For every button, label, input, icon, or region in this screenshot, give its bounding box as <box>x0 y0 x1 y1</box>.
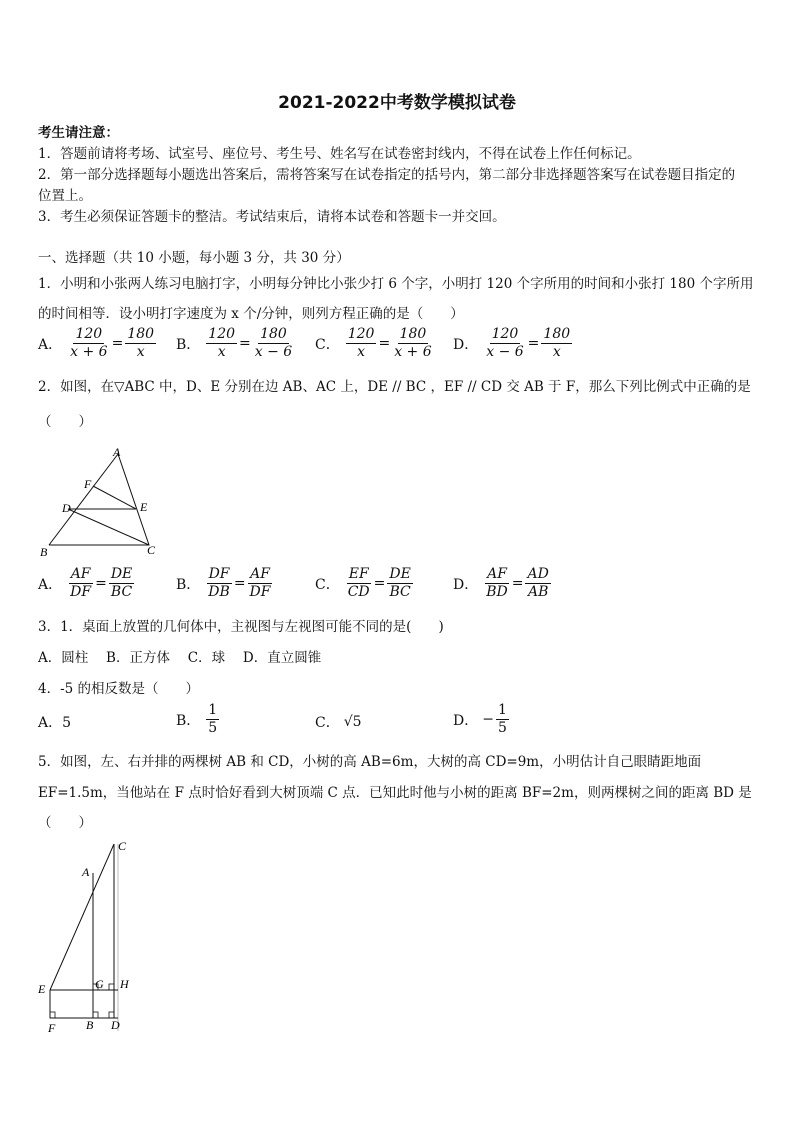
denominator: 5 <box>208 720 218 736</box>
numerator: 120 <box>208 326 236 342</box>
triangle-figure <box>36 442 166 562</box>
numerator: DE <box>389 566 411 582</box>
denominator: 5 <box>497 720 507 736</box>
label-f: F <box>84 477 92 491</box>
option-label: B． <box>176 576 201 593</box>
label-d: D <box>111 1018 120 1032</box>
notice-item: 位置上。 <box>38 188 92 204</box>
label-c: C <box>118 839 127 853</box>
numerator: 1 <box>497 702 507 718</box>
denominator: x − 6 <box>254 344 293 360</box>
option-label: D． <box>453 712 479 729</box>
numerator: 180 <box>260 326 287 342</box>
numerator: DF <box>208 566 230 582</box>
denominator: DF <box>70 584 92 600</box>
q4-option-b[interactable] <box>176 702 221 737</box>
numerator: 180 <box>399 326 427 342</box>
numerator: AD <box>527 566 549 582</box>
denominator: CD <box>347 584 370 600</box>
notice-item: 3．考生必须保证答题卡的整洁。考试结束后，请将本试卷和答题卡一并交回。 <box>38 209 506 225</box>
q1-text: 的时间相等．设小明打字速度为 x 个/分钟，则列方程正确的是（ ） <box>38 306 464 322</box>
notice-heading: 考生请注意： <box>38 125 119 141</box>
numerator: 1 <box>208 702 218 718</box>
label-c: C <box>147 543 156 557</box>
denominator: x <box>136 344 145 360</box>
section-heading: 一、选择题（共 10 小题，每小题 3 分，共 30 分） <box>38 250 350 266</box>
minus-sign: − <box>482 711 494 728</box>
denominator: BD <box>486 584 508 600</box>
page-title: 2021-2022中考数学模拟试卷 <box>278 93 516 113</box>
q4-option-a[interactable]: A．5 <box>38 715 72 731</box>
notice-item: 2．第一部分选择题每小题选出答案后，需将答案写在试卷指定的括号内，第二部分非选择题答案写在试卷题目指定的 <box>38 167 736 183</box>
q2-text: （ ） <box>38 414 92 430</box>
label-a: A <box>82 865 90 879</box>
option-label: B． <box>176 712 201 729</box>
q4-option-d[interactable] <box>453 702 511 737</box>
label-b: B <box>86 1018 94 1032</box>
denominator: x <box>552 344 561 360</box>
option-label: B． <box>176 336 201 353</box>
label-d: D <box>62 501 71 515</box>
trees-figure <box>34 836 144 1036</box>
label-a: A <box>113 445 121 459</box>
numerator: 180 <box>543 326 571 342</box>
numerator: EF <box>348 566 369 582</box>
q5-text: 5．如图，左、右并排的两棵树 AB 和 CD，小树的高 AB=6m，大树的高 CD=9m，小明估计自己眼睛距地面 <box>38 754 702 770</box>
denominator: DF <box>249 584 271 600</box>
numerator: 120 <box>347 326 375 342</box>
q2-option-a[interactable]: A． $\frac{AF}{DF}$ = $\frac{DE}{BC}$ <box>38 566 133 600</box>
option-label: C． <box>315 576 340 593</box>
denominator: x − 6 <box>486 344 524 360</box>
label-f: F <box>48 1021 56 1035</box>
label-b: B <box>40 545 48 559</box>
q2-option-b[interactable]: B． $\frac{DF}{DB}$ = $\frac{AF}{DF}$ <box>176 566 271 600</box>
denominator: AB <box>527 584 549 600</box>
q3-text: 3．1．桌面上放置的几何体中，主视图与左视图可能不同的是( ) <box>38 619 444 635</box>
q4-text: 4．-5 的相反数是（ ） <box>38 681 200 697</box>
label-h: H <box>120 977 129 991</box>
q2-option-c[interactable]: C． $\frac{EF}{CD}$ = $\frac{DE}{BC}$ <box>315 566 411 600</box>
option-label: D． <box>453 336 479 353</box>
denominator: x <box>217 344 226 360</box>
q1-option-b[interactable]: B． $\frac{120}{x}$ = $\frac{180}{x - 6}$ <box>176 326 293 360</box>
q2-option-d[interactable]: D． $\frac{AF}{BD}$ = $\frac{AD}{AB}$ <box>453 566 549 600</box>
denominator: x + 6 <box>394 344 432 360</box>
q5-text: （ ） <box>38 815 92 831</box>
q1-text: 1．小明和小张两人练习电脑打字，小明每分钟比小张少打 6 个字，小明打 120 个字所用的时间和小张打 180 个字所用 <box>38 276 754 292</box>
numerator: AF <box>70 566 91 582</box>
denominator: BC <box>110 584 133 600</box>
numerator: 180 <box>127 326 155 342</box>
denominator: BC <box>389 584 411 600</box>
denominator: DB <box>208 584 230 600</box>
denominator: x <box>357 344 366 360</box>
notice-item: 1．答题前请将考场、试室号、座位号、考生号、姓名写在试卷密封线内，不得在试卷上作任何标记。 <box>38 146 641 162</box>
sqrt-value: √5 <box>343 714 362 730</box>
q1-option-c[interactable]: C． $\frac{120}{x}$ = $\frac{180}{x + 6}$ <box>315 326 432 360</box>
option-label: C． <box>315 715 340 731</box>
option-label: C． <box>315 336 340 353</box>
label-g: G <box>95 977 104 991</box>
q5-text: EF=1.5m，当他站在 F 点时恰好看到大树顶端 C 点．已知此时他与小树的距离 BF=2m，则两棵树之间的距离 BD 是 <box>38 785 752 801</box>
q2-text: 2．如图，在▽ABC 中，D、E 分别在边 AB、AC 上，DE // BC ，EF // CD 交 AB 于 F，那么下列比例式中正确的是 <box>38 379 751 395</box>
denominator: x + 6 <box>70 344 108 360</box>
numerator: 120 <box>491 326 519 342</box>
label-e: E <box>140 500 148 514</box>
label-e: E <box>38 982 46 996</box>
q4-option-c[interactable] <box>315 712 362 732</box>
option-label: A． <box>38 336 63 353</box>
q1-option-a[interactable]: A． $\frac{120}{x + 6}$ = $\frac{180}{x}$ <box>38 326 155 360</box>
numerator: 120 <box>75 326 103 342</box>
option-label: D． <box>453 576 479 593</box>
numerator: AF <box>487 566 507 582</box>
q1-option-d[interactable]: D． $\frac{120}{x - 6}$ = $\frac{180}{x}$ <box>453 326 571 360</box>
q3-options[interactable]: A．圆柱 B．正方体 C．球 D．直立圆锥 <box>38 650 322 666</box>
numerator: DE <box>110 566 133 582</box>
option-label: A． <box>38 576 63 593</box>
numerator: AF <box>250 566 270 582</box>
